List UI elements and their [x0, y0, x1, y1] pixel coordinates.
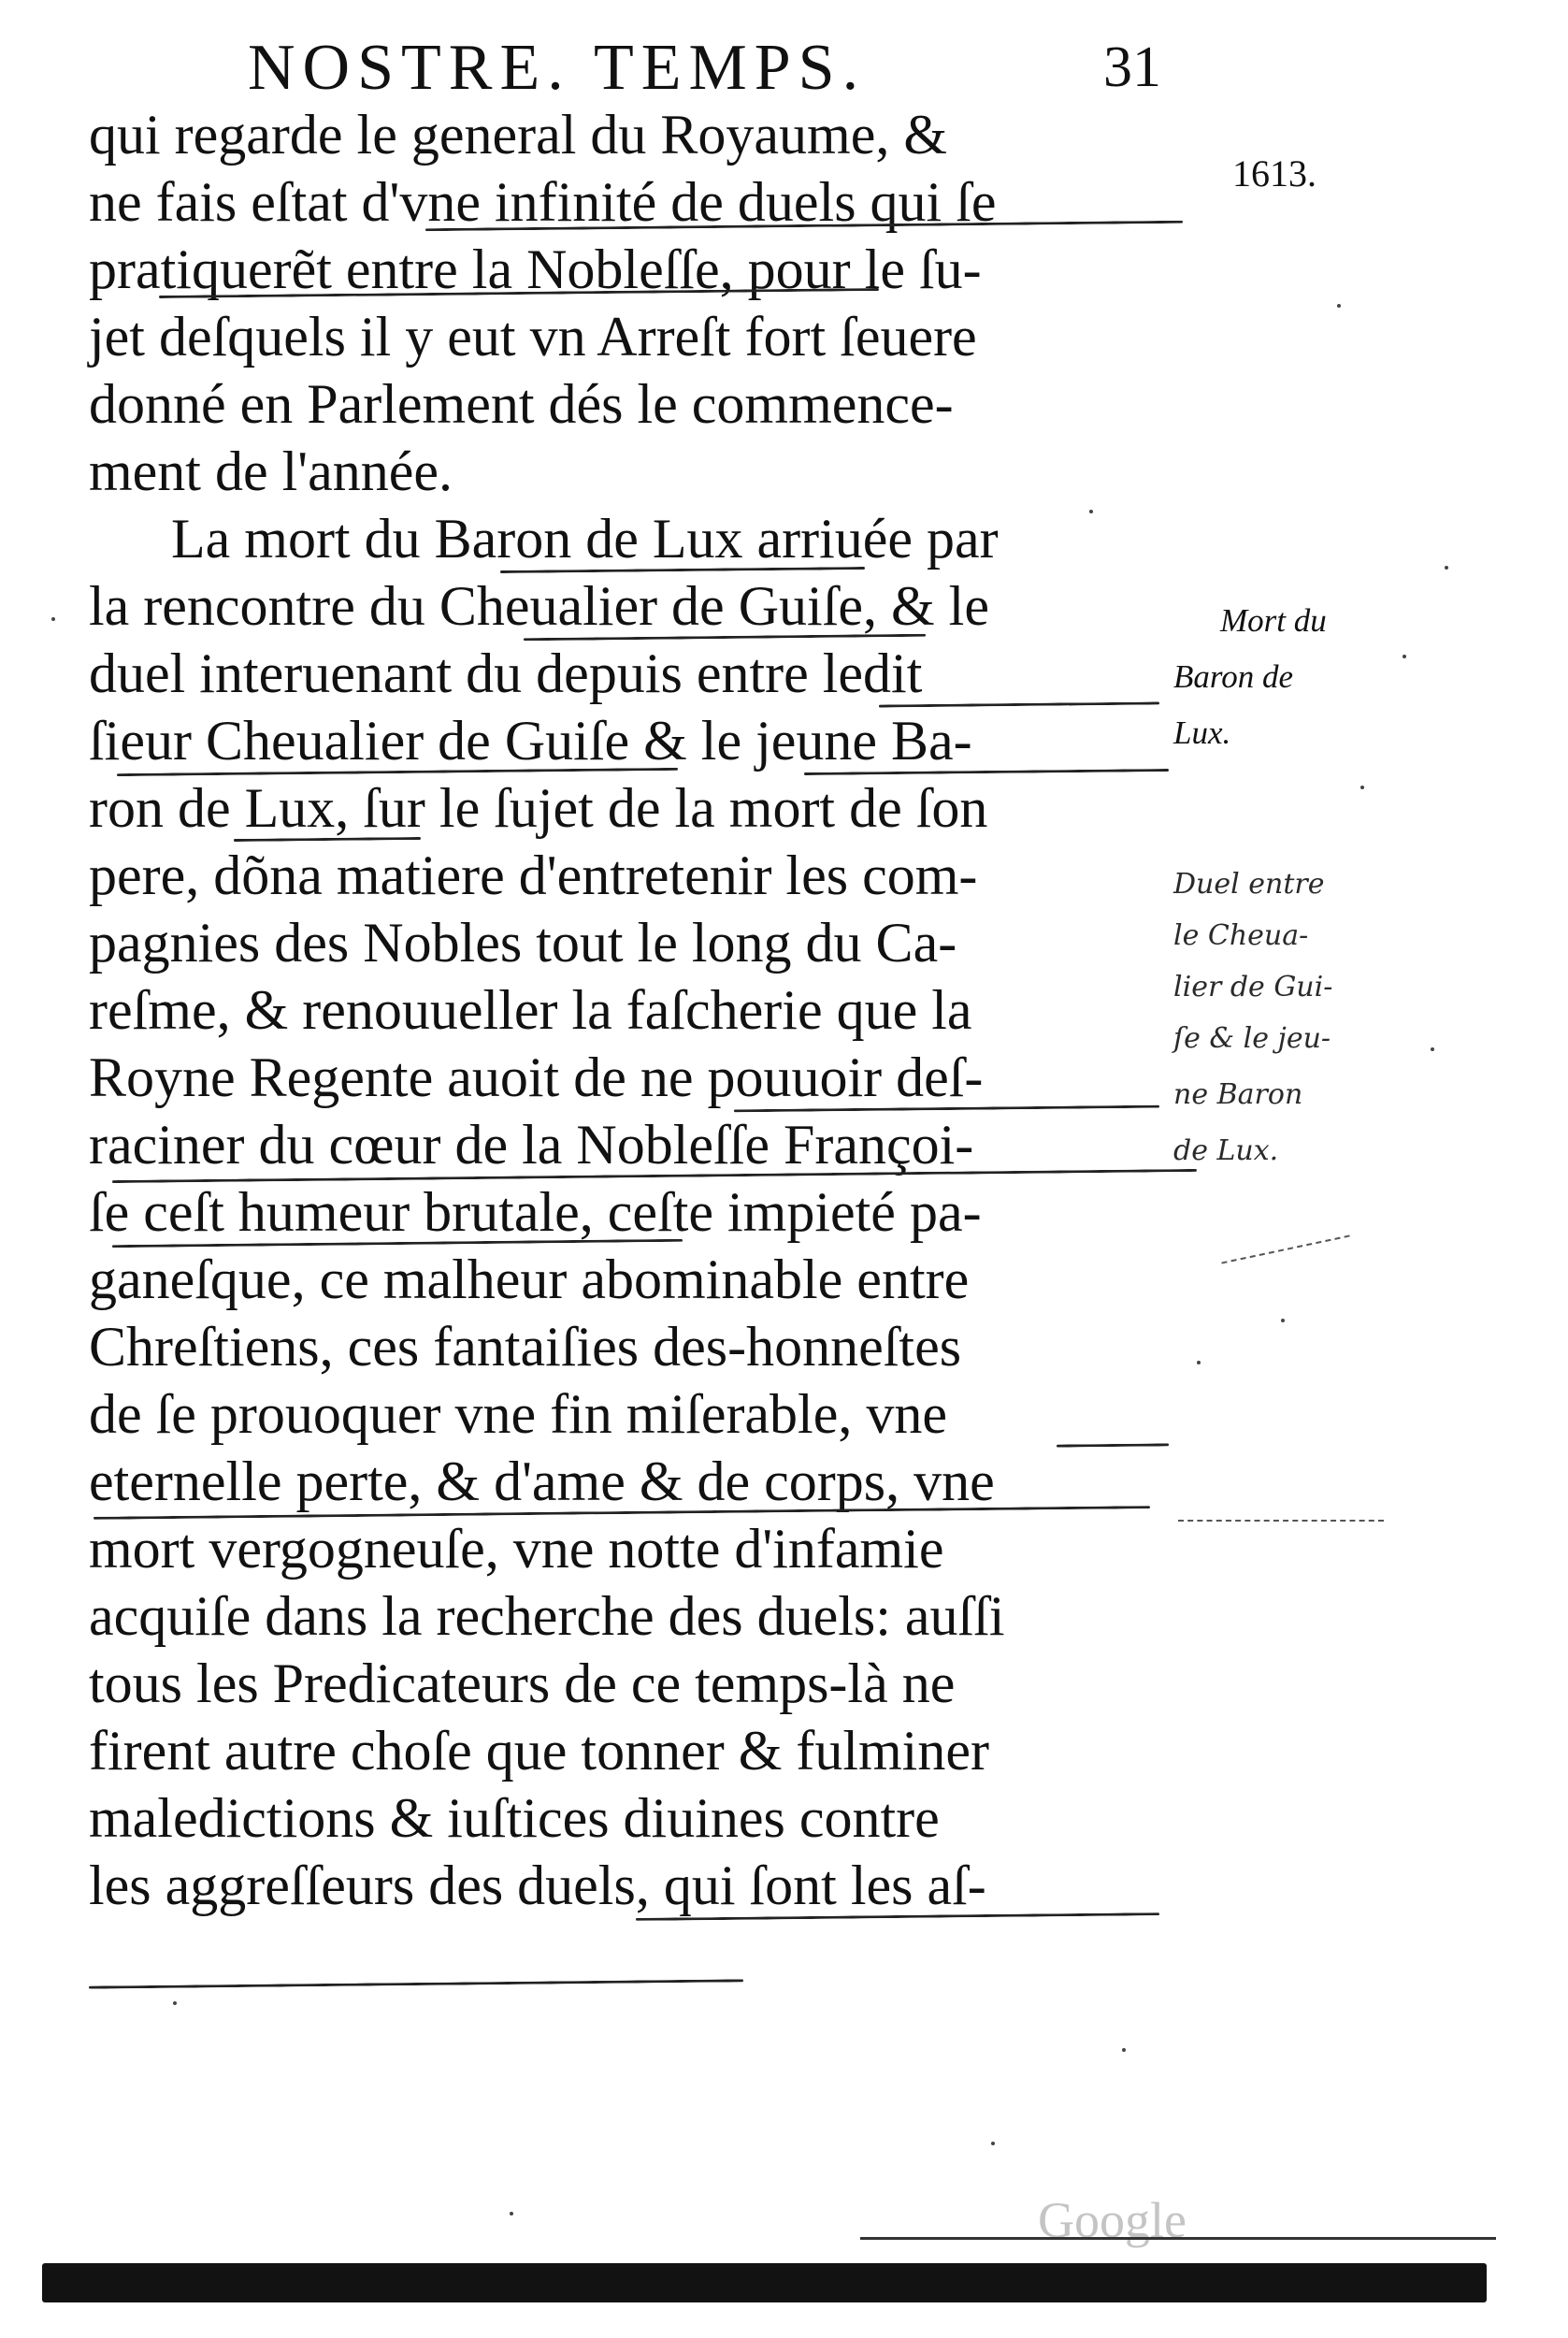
- text-line-14: reſme, & renouueller la faſcherie que la: [89, 979, 972, 1041]
- text-line-10: ſieur Cheualier de Guiſe & le jeune Ba-: [89, 710, 972, 772]
- margin-note-handwritten-2: le Cheua-: [1173, 919, 1309, 952]
- text-line-23: acquiſe dans la recherche des duels: auſſi: [89, 1585, 1005, 1647]
- margin-year: 1613.: [1232, 152, 1316, 195]
- scan-speck: [51, 617, 55, 621]
- scan-speck: [173, 2001, 177, 2005]
- pencil-mark: [1178, 1520, 1384, 1522]
- text-line-9: duel interuenant du depuis entre ledit: [89, 642, 923, 704]
- text-line-19: Chreſtiens, ces fantaiſies des-honneſtes: [89, 1316, 962, 1378]
- text-line-18: ganeſque, ce malheur abominable entre: [89, 1248, 970, 1310]
- scan-speck: [1431, 1047, 1434, 1051]
- margin-note-printed-2: Baron de: [1173, 658, 1293, 695]
- scan-speck: [1403, 655, 1406, 658]
- bottom-rule: [860, 2237, 1496, 2240]
- text-line-21: eternelle perte, & d'ame & de corps, vne: [89, 1450, 995, 1512]
- text-line-17: ſe ceſt humeur brutale, ceſte impieté pa-: [89, 1181, 982, 1243]
- text-line-22: mort vergogneuſe, vne notte d'infamie: [89, 1518, 944, 1580]
- text-line-25: firent autre choſe que tonner & fulminer: [89, 1720, 989, 1782]
- scan-speck: [1197, 1361, 1201, 1364]
- text-line-6: ment de l'année.: [89, 440, 453, 502]
- page-number: 31: [1103, 36, 1161, 99]
- margin-note-handwritten-1: Duel entre: [1173, 868, 1325, 901]
- text-line-1: qui regarde le general du Royaume, &: [89, 104, 947, 166]
- scan-speck: [1360, 786, 1364, 789]
- text-line-3: pratiquerẽt entre la Nobleſſe, pour le ſu-: [89, 238, 982, 300]
- margin-note-printed-3: Lux.: [1173, 714, 1231, 751]
- text-line-20: de ſe prouoquer vne fin miſerable, vne: [89, 1383, 947, 1445]
- text-line-15: Royne Regente auoit de ne pouuoir deſ-: [89, 1046, 984, 1108]
- scan-speck: [1337, 304, 1341, 308]
- google-watermark: Google: [1038, 2192, 1187, 2248]
- margin-note-handwritten-3: lier de Gui-: [1173, 971, 1333, 1003]
- margin-note-printed-1: Mort du: [1220, 602, 1327, 639]
- text-line-4: jet deſquels il y eut vn Arreſt fort ſeuere: [89, 306, 977, 368]
- margin-note-handwritten-4: ſe & le jeu-: [1173, 1022, 1331, 1055]
- scan-speck: [510, 2212, 513, 2215]
- text-line-24: tous les Predicateurs de ce temps-là ne: [89, 1652, 956, 1714]
- margin-note-handwritten-5: ne Baron: [1173, 1078, 1303, 1111]
- pencil-mark: [1221, 1234, 1349, 1263]
- scan-edge-bar: [42, 2263, 1487, 2302]
- text-line-12: pere, dõna matiere d'entretenir les com-: [89, 844, 978, 906]
- running-title: NOSTRE. TEMPS.: [248, 32, 867, 104]
- scan-speck: [991, 2142, 995, 2145]
- text-line-2: ne fais eſtat d'vne infinité de duels qui ſe: [89, 171, 997, 233]
- text-line-7: La mort du Baron de Lux arriuée par: [171, 508, 999, 570]
- text-line-5: donné en Parlement dés le commence-: [89, 373, 954, 435]
- underline-mark: [1057, 1443, 1169, 1447]
- scan-speck: [1089, 510, 1093, 513]
- text-line-8: la rencontre du Cheualier de Guiſe, & le: [89, 575, 989, 637]
- underline-mark: [89, 1979, 743, 1988]
- text-line-27: les aggreſſeurs des duels, qui ſont les aſ-: [89, 1855, 986, 1916]
- scan-speck: [1445, 566, 1448, 570]
- scan-speck: [1281, 1319, 1285, 1322]
- scan-speck: [1122, 2048, 1126, 2052]
- text-line-26: maledictions & iuſtices diuines contre: [89, 1787, 940, 1849]
- text-line-16: raciner du cœur de la Nobleſſe Françoi-: [89, 1114, 974, 1176]
- text-line-11: ron de Lux, ſur le ſujet de la mort de ſon: [89, 777, 988, 839]
- text-line-13: pagnies des Nobles tout le long du Ca-: [89, 912, 957, 974]
- running-head: [248, 26, 1183, 110]
- margin-note-handwritten-6: de Lux.: [1173, 1134, 1279, 1167]
